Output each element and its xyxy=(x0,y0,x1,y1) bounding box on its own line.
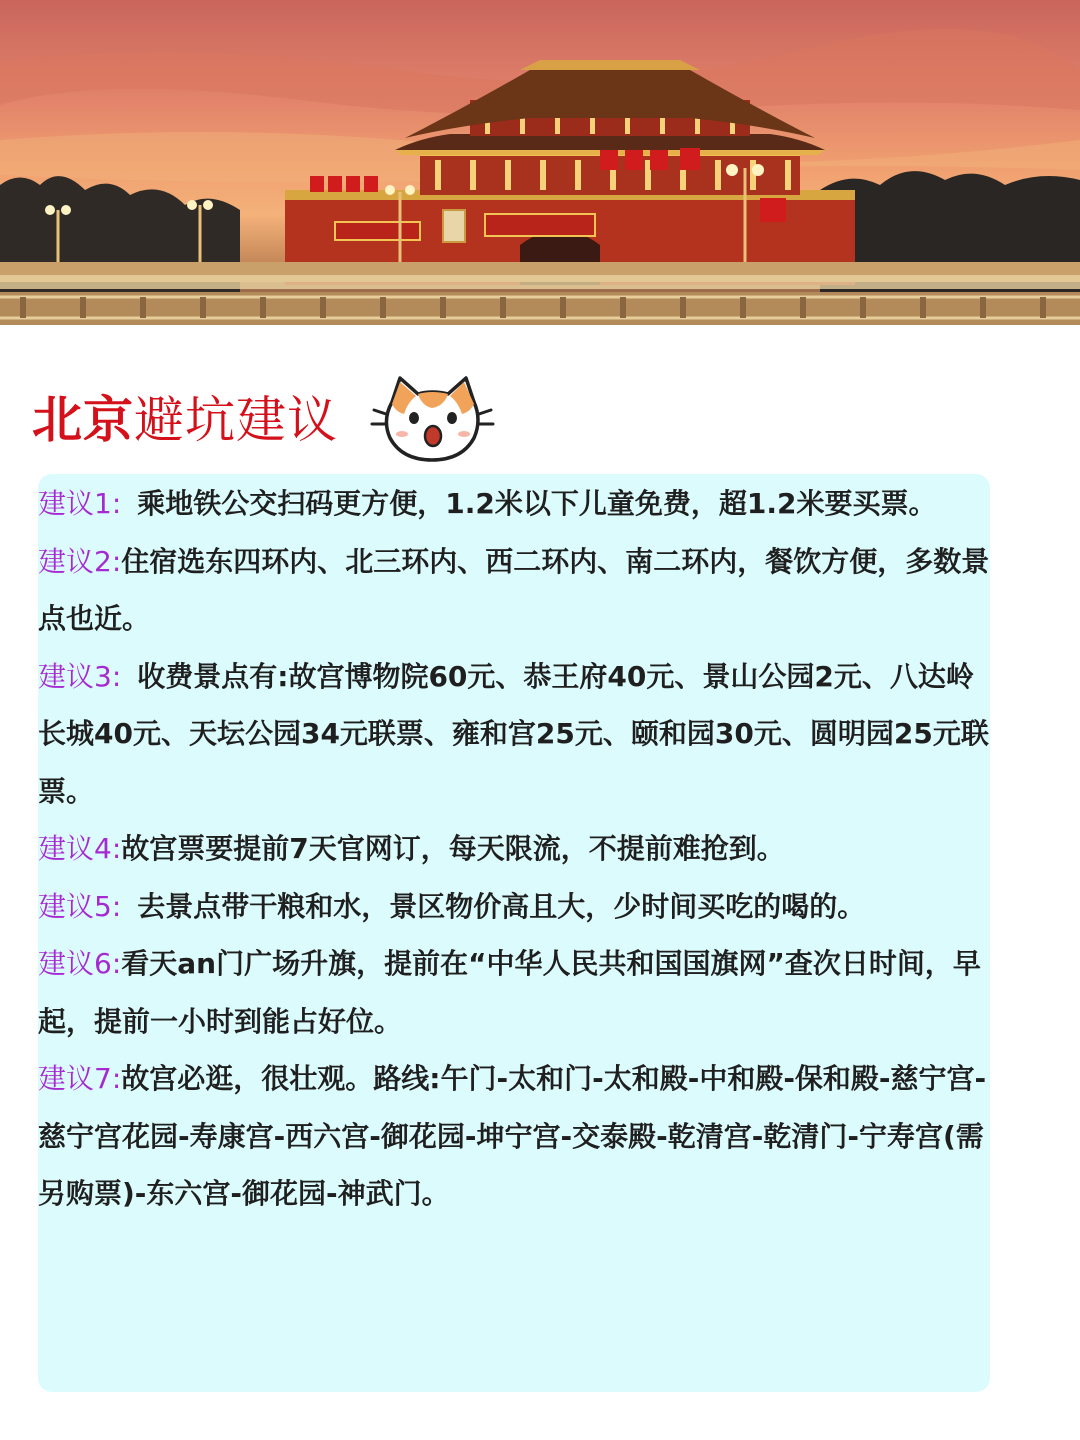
tiananmen-illustration xyxy=(0,0,1080,325)
tip-label: 建议5: xyxy=(38,889,122,923)
title-city: 北京 xyxy=(32,391,134,449)
tip-4 xyxy=(38,820,993,878)
tip-2 xyxy=(38,533,993,648)
tip-label: 建议1: xyxy=(38,487,122,520)
hero-image-tiananmen xyxy=(0,0,1080,325)
tip-label: 建议7: xyxy=(38,1062,122,1095)
tip-3 xyxy=(38,648,993,821)
tips-list xyxy=(38,475,993,1223)
tip-label: 建议2: xyxy=(38,544,122,578)
tip-text: 收费景点有:故宫博物院60元、恭王府40元、景山公园2元、八达岭长城40元、天坛公园34元联票、雍和宫25元、颐和园30元、圆明园25元联票。 xyxy=(38,659,989,808)
title-topic: 避坑建议 xyxy=(134,391,338,449)
page-title xyxy=(32,380,338,460)
tip-7 xyxy=(38,1050,993,1223)
tip-label: 建议4: xyxy=(38,832,122,865)
tip-text: 故宫票要提前7天官网订，每天限流，不提前难抢到。 xyxy=(121,832,785,865)
tip-1 xyxy=(38,475,993,533)
tip-text: 住宿选东四环内、北三环内、西二环内、南二环内，餐饮方便，多数景点也近。 xyxy=(38,544,990,635)
tip-text: 去景点带干粮和水，景区物价高且大，少时间买吃的喝的。 xyxy=(137,889,866,923)
tip-text: 故宫必逛，很壮观。路线:午门-太和门-太和殿-中和殿-保和殿-慈宁宫-慈宁宫花园-寿康宫-西六宫-御花园-坤宁宫-交泰殿-乾清宫-乾清门-宁寿宫(需另购票)-东六宫-御花园-神武门。 xyxy=(38,1062,987,1210)
tip-label: 建议3: xyxy=(38,659,122,693)
tip-5 xyxy=(38,878,993,936)
surprised-cat-icon xyxy=(370,372,495,467)
tip-label: 建议6: xyxy=(38,947,122,980)
tip-6 xyxy=(38,935,993,1050)
tip-text: 看天an门广场升旗，提前在“中华人民共和国国旗网”查次日时间，早起，提前一小时到能占好位。 xyxy=(38,947,981,1038)
title-row xyxy=(32,380,338,460)
tip-text: 乘地铁公交扫码更方便，1.2米以下儿童免费，超1.2米要买票。 xyxy=(137,487,937,520)
